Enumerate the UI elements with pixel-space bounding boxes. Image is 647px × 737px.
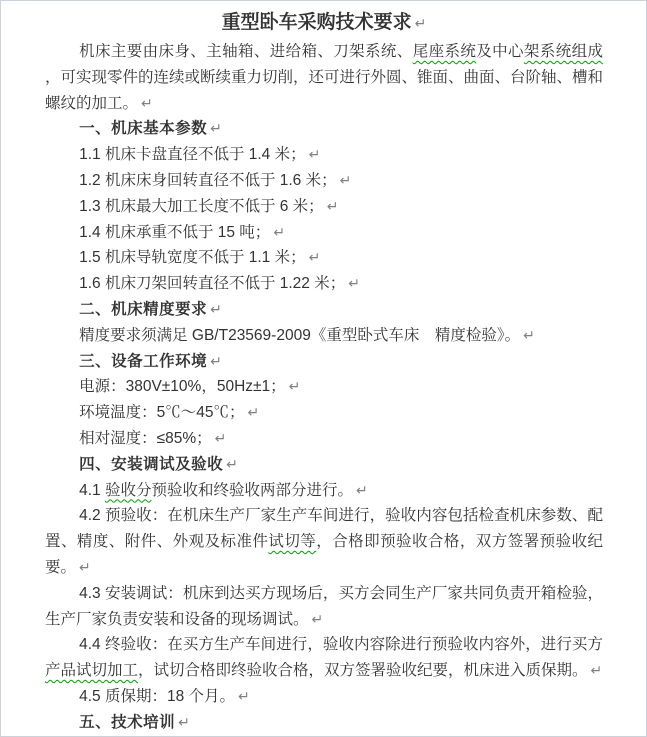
paragraph-mark-icon: ↵	[308, 146, 321, 163]
paragraph-mark-icon: ↵	[214, 429, 227, 446]
precision-paragraph	[45, 323, 603, 349]
spec-item	[45, 194, 603, 220]
paragraph-mark-icon: ↵	[178, 713, 190, 730]
paragraph-mark-icon: ↵	[79, 558, 91, 575]
section-heading-5	[45, 710, 603, 736]
text-run: ，合格即预验收合格，双方签署预验收纪要。	[45, 533, 603, 576]
spec-item	[45, 245, 603, 271]
spec-item	[45, 220, 603, 246]
document-title	[45, 7, 603, 39]
text-run: 预验收和终验收两部分进行。	[151, 481, 353, 499]
acceptance-paragraph-41	[45, 478, 603, 504]
section-heading-3	[45, 349, 603, 375]
text-run: 机床主要由床身、主轴箱、进给箱、刀架系统、	[79, 43, 413, 60]
text-run: 1.6 机床刀架回转直径不低于 1.22 米；	[79, 275, 346, 293]
spec-item	[45, 271, 603, 297]
paragraph-mark-icon: ↵	[226, 455, 238, 472]
section-heading-4	[45, 452, 603, 478]
heading-text: 三、设备工作环境	[79, 352, 208, 370]
paragraph-mark-icon: ↵	[311, 610, 324, 627]
section-heading-1	[45, 116, 603, 142]
text-run: 1.5 机床导轨宽度不低于 1.1 米；	[79, 249, 306, 267]
spec-item	[45, 142, 603, 168]
paragraph-mark-icon: ↵	[273, 223, 286, 240]
spec-item	[45, 400, 603, 426]
paragraph-mark-icon: ↵	[326, 197, 339, 214]
paragraph-mark-icon: ↵	[247, 404, 260, 421]
paragraph-mark-icon: ↵	[288, 378, 301, 395]
heading-text: 一、机床基本参数	[79, 120, 208, 138]
paragraph-mark-icon: ↵	[355, 481, 368, 498]
paragraph-mark-icon: ↵	[523, 326, 535, 343]
text-run: 4.5 质保期：18 个月。	[79, 687, 235, 705]
intro-paragraph	[45, 39, 603, 116]
spellcheck-run: 架系统组成	[523, 43, 603, 60]
paragraph-mark-icon: ↵	[308, 249, 321, 266]
paragraph-mark-icon: ↵	[414, 15, 427, 31]
text-run: 4.1	[79, 481, 105, 499]
paragraph-mark-icon: ↵	[141, 94, 153, 111]
spec-item	[45, 168, 603, 194]
text-run: ，试切合格即终验收合格，双方签署验收纪要，机床进入质保期。	[138, 662, 588, 680]
text-run: 1.2 机床床身回转直径不低于 1.6 米；	[79, 171, 337, 189]
text-run: 1.1 机床卡盘直径不低于 1.4 米；	[79, 146, 306, 164]
acceptance-paragraph-45	[45, 684, 603, 710]
acceptance-paragraph-43	[45, 581, 603, 633]
text-run: 1.4 机床承重不低于 15 吨；	[79, 223, 271, 241]
acceptance-paragraph-44	[45, 632, 603, 684]
paragraph-mark-icon: ↵	[339, 171, 352, 188]
title-text: 重型卧车采购技术要求	[221, 12, 412, 33]
spec-item	[45, 374, 603, 400]
spellcheck-run: 产品试切加工	[45, 662, 139, 680]
text-run: 4.2 预验收：在机床生产厂家生产车间进行，验收内容包括检查机床参数、配置、精度、附件、外观及标准件	[45, 507, 603, 551]
text-run: 精度要求须满足 GB/T23569-2009《重型卧式车床 精度检验》。	[79, 326, 521, 344]
paragraph-mark-icon: ↵	[590, 662, 603, 679]
spellcheck-run: 验收分	[104, 481, 152, 499]
spellcheck-run: 尾座系统	[412, 43, 477, 60]
heading-text: 四、安装调试及验收	[79, 455, 224, 473]
text-run: 1.3 机床最大加工长度不低于 6 米；	[79, 197, 324, 215]
text-run: ，可实现零件的连续或断续重力切削，还可进行外圆、锥面、曲面、台阶轴、槽和螺纹的加工。	[45, 68, 604, 112]
paragraph-mark-icon: ↵	[210, 300, 222, 317]
text-run: 及中心	[476, 43, 524, 60]
heading-text: 二、机床精度要求	[79, 300, 208, 318]
text-run: 电源：380V±10%，50Hz±1；	[79, 378, 286, 396]
paragraph-mark-icon: ↵	[210, 352, 222, 369]
spec-item	[45, 426, 603, 452]
paragraph-mark-icon: ↵	[238, 687, 250, 704]
section-heading-2	[45, 297, 603, 323]
text-run: 4.4 终验收：在买方生产车间进行，验收内容除进行预验收内容外，进行买方	[79, 636, 603, 654]
acceptance-paragraph-42	[45, 503, 603, 580]
spellcheck-run: 试切等	[268, 533, 317, 551]
paragraph-mark-icon: ↵	[210, 120, 222, 137]
text-run: 环境温度：5℃～45℃；	[79, 404, 245, 422]
text-run: 相对湿度：≤85%；	[79, 429, 212, 447]
paragraph-mark-icon: ↵	[348, 275, 360, 292]
heading-text: 五、技术培训	[79, 713, 176, 731]
text-run: 4.3 安装调试：机床到达买方现场后，买方会同生产厂家共同负责开箱检验，生产厂家负责安装和设备的现场调试。	[45, 584, 603, 628]
